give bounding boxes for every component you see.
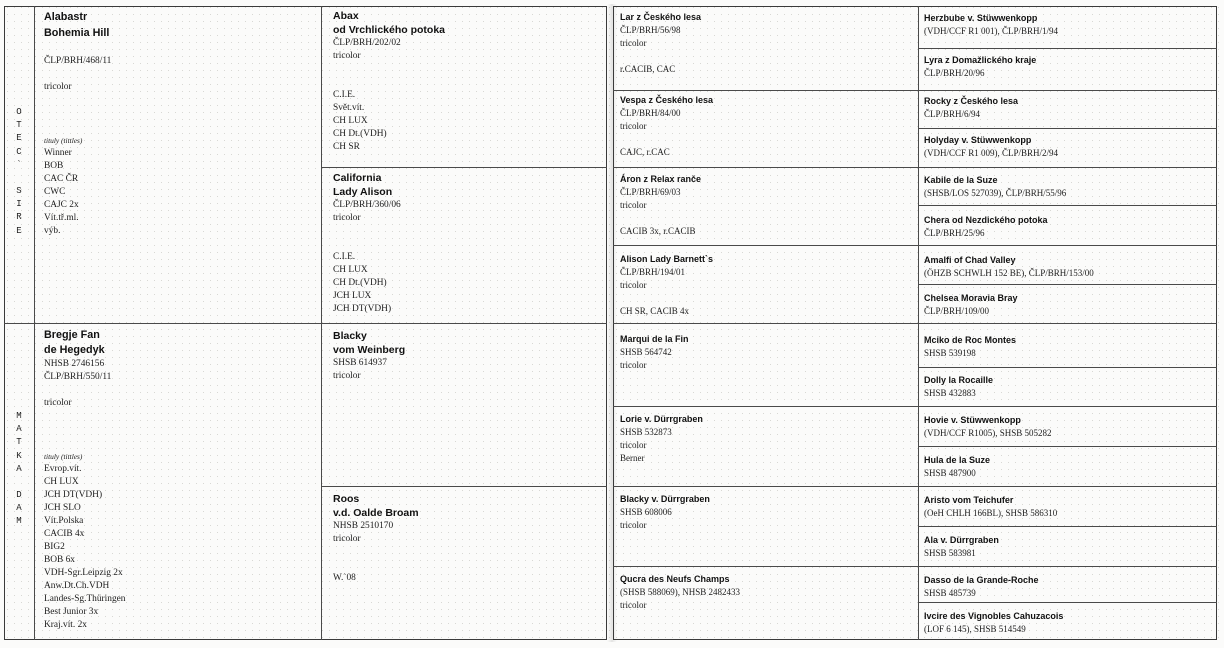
gen3-titles: Berner <box>620 453 645 463</box>
gen3-cell-2 <box>620 94 912 159</box>
gen3-color: tricolor <box>620 440 647 450</box>
dam-title: CACIB 4x <box>44 529 85 539</box>
gen4-registration: ČLP/BRH/109/00 <box>924 306 990 316</box>
gen3-name: Vespa z Českého lesa <box>620 95 714 105</box>
gen3-cell-3 <box>620 173 912 238</box>
sire-title: CAJC 2x <box>44 200 79 210</box>
side-letter: A <box>16 503 22 514</box>
gen2-divider-a <box>321 167 607 168</box>
gen4-name: Rocky z Českého lesa <box>924 96 1019 106</box>
dam-title: VDH-Sgr.Leipzig 2x <box>44 568 123 578</box>
gen3-divider-2 <box>613 167 1217 168</box>
gen2-registration: ČLP/BRH/202/02 <box>333 38 401 48</box>
side-letter: O <box>16 107 22 117</box>
gen2-title: JCH DT(VDH) <box>333 304 392 314</box>
gen2-title: Svět.vít. <box>333 103 365 113</box>
sire-title: CWC <box>44 187 66 197</box>
gen2-name-line2: od Vrchlického potoka <box>333 24 446 36</box>
gen2-name-line1: California <box>333 172 382 184</box>
side-letter: A <box>16 463 22 474</box>
gen3-titles: r.CACIB, CAC <box>620 64 676 74</box>
gen2-registration: SHSB 614937 <box>333 358 387 368</box>
gen4-cell-11 <box>924 414 1214 440</box>
dam-color: tricolor <box>44 398 72 408</box>
gen2-name-line1: Roos <box>333 493 360 505</box>
gen4-registration: (VDH/CCF R1005), SHSB 505282 <box>924 428 1052 438</box>
gen2-name-line2: vom Weinberg <box>333 344 406 356</box>
gen4-cell-7 <box>924 254 1214 280</box>
dam-side-label <box>10 410 28 529</box>
gen2-title: CH Dt.(VDH) <box>333 129 387 139</box>
dam-title: Kraj.vít. 2x <box>44 620 87 630</box>
gen3-divider-1 <box>613 90 1217 91</box>
gen4-registration: SHSB 487900 <box>924 468 976 478</box>
gen4-registration: (OeH CHLH 166BL), SHSB 586310 <box>924 508 1058 518</box>
gen2-registration: ČLP/BRH/360/06 <box>333 200 401 210</box>
sire-color: tricolor <box>44 82 72 92</box>
gen2-color: tricolor <box>333 213 361 223</box>
gen4-divider <box>918 367 1217 368</box>
gen2-note: W.`08 <box>333 573 356 583</box>
gen4-registration: SHSB 539198 <box>924 348 976 358</box>
dam-name-line1: Bregje Fan <box>44 329 100 341</box>
gen3-name: Alison Lady Barnett`s <box>620 254 714 264</box>
gen2-name-line2: v.d. Oalde Broam <box>333 507 419 519</box>
gen3-name: Lorie v. Dürrgraben <box>620 414 703 424</box>
dam-title: Vít.Polska <box>44 516 84 526</box>
gen3-divider-3 <box>613 245 1217 246</box>
side-letter: ` <box>16 159 22 170</box>
gen4-registration: SHSB 583981 <box>924 548 976 558</box>
gen2-title: C.I.E. <box>333 252 356 262</box>
dam-titles-caption: tituly (tittles) <box>44 452 83 461</box>
gen2-color: tricolor <box>333 534 361 544</box>
sire-titles-caption: tituly (tittles) <box>44 136 83 145</box>
sire-registration: ČLP/BRH/468/11 <box>44 56 112 66</box>
gen4-cell-13 <box>924 494 1214 520</box>
side-letter: I <box>16 199 22 210</box>
gen4-registration: SHSB 485739 <box>924 588 976 598</box>
gen2-title: CH Dt.(VDH) <box>333 278 387 288</box>
gen3-registration: ČLP/BRH/69/03 <box>620 187 681 197</box>
gen4-cell-14 <box>924 534 1214 560</box>
gen3-registration: ČLP/BRH/56/98 <box>620 25 681 35</box>
gen4-name: Aristo vom Teichufer <box>924 495 1014 505</box>
gen4-divider <box>918 284 1217 285</box>
gen4-cell-12 <box>924 454 1214 480</box>
gen4-registration: (VDH/CCF R1 009), ČLP/BRH/2/94 <box>924 148 1059 158</box>
side-letter: S <box>16 186 22 197</box>
gen2-cell-4 <box>333 492 603 585</box>
gen2-color: tricolor <box>333 51 361 61</box>
gen3-registration: ČLP/BRH/194/01 <box>620 267 686 277</box>
dam-title: Landes-Sg.Thüringen <box>44 594 126 604</box>
gen3-cell-6 <box>620 413 912 465</box>
gen4-divider <box>918 128 1217 129</box>
gen4-registration: (VDH/CCF R1 001), ČLP/BRH/1/94 <box>924 26 1059 36</box>
sire-title: Vít.tř.ml. <box>44 213 79 223</box>
gen3-cell-7 <box>620 493 912 532</box>
gen3-color: tricolor <box>620 280 647 290</box>
gen4-cell-16 <box>924 610 1214 636</box>
gen4-registration: ČLP/BRH/25/96 <box>924 228 985 238</box>
gen4-cell-3 <box>924 95 1214 121</box>
gen4-name: Amalfi of Chad Valley <box>924 255 1016 265</box>
gen3-divider-4 <box>613 323 1217 324</box>
gen3-color: tricolor <box>620 520 647 530</box>
gen4-name: Chelsea Moravia Bray <box>924 293 1018 303</box>
dam-registration: ČLP/BRH/550/11 <box>44 372 112 382</box>
gen3-name: Áron z Relax ranče <box>620 174 702 184</box>
gen2-title: C.I.E. <box>333 90 356 100</box>
dam-title: JCH DT(VDH) <box>44 490 103 500</box>
gen4-registration: (LOF 6 145), SHSB 514549 <box>924 624 1026 634</box>
gen2-cell-1 <box>333 9 603 154</box>
side-letter: T <box>16 120 22 131</box>
gen3-registration: (SHSB 588069), NHSB 2482433 <box>620 587 741 597</box>
gen3-cell-5 <box>620 333 912 372</box>
dam-title: Evrop.vít. <box>44 464 82 474</box>
gen3-name: Marqui de la Fin <box>620 334 689 344</box>
gen3-color: tricolor <box>620 38 647 48</box>
dam-title: BIG2 <box>44 542 65 552</box>
gen3-titles: CACIB 3x, r.CACIB <box>620 226 696 236</box>
gen4-cell-5 <box>924 174 1214 200</box>
gen3-registration: SHSB 608006 <box>620 507 672 517</box>
sire-side-label <box>10 106 28 238</box>
gen4-registration: SHSB 432883 <box>924 388 976 398</box>
sire-title: CAC ČR <box>44 174 79 184</box>
gen4-name: Holyday v. Stüwwenkopp <box>924 135 1032 145</box>
gen4-name: Hovie v. Stüwwenkopp <box>924 415 1021 425</box>
dam-registration: NHSB 2746156 <box>44 359 105 369</box>
gen3-titles: CH SR, CACIB 4x <box>620 306 690 316</box>
sire-name-line2: Bohemia Hill <box>44 27 110 39</box>
dam-name-line2: de Hegedyk <box>44 344 105 356</box>
gen4-name: Lyra z Domažlického kraje <box>924 55 1037 65</box>
gen2-color: tricolor <box>333 371 361 381</box>
gen3-divider-5 <box>613 406 1217 407</box>
side-letter: D <box>16 490 22 501</box>
gen3-color: tricolor <box>620 200 647 210</box>
gen4-cell-6 <box>924 214 1214 240</box>
gen3-registration: ČLP/BRH/84/00 <box>620 108 681 118</box>
gen2-name-line2: Lady Alison <box>333 186 393 198</box>
gen2-cell-2 <box>333 171 603 316</box>
dam-title: BOB 6x <box>44 555 75 565</box>
gen4-name: Kabile de la Suze <box>924 175 998 185</box>
side-letter: M <box>16 411 22 421</box>
gen3-color: tricolor <box>620 121 647 131</box>
gen4-divider <box>918 602 1217 603</box>
gen2-name-line1: Abax <box>333 10 359 22</box>
side-spacer <box>10 172 28 185</box>
gen4-name: Mciko de Roc Montes <box>924 335 1017 345</box>
gen4-registration: (SHSB/LOS 527039), ČLP/BRH/55/96 <box>924 188 1067 198</box>
gen4-cell-2 <box>924 54 1214 80</box>
gen4-divider <box>918 526 1217 527</box>
side-letter: E <box>16 133 22 144</box>
gen4-cell-8 <box>924 292 1214 318</box>
gen2-title: CH SR <box>333 142 360 152</box>
gen2-divider-b <box>321 486 607 487</box>
gen4-cell-15 <box>924 574 1214 600</box>
dam-title: JCH SLO <box>44 503 81 513</box>
gen4-name: Ala v. Dürrgraben <box>924 535 999 545</box>
gen4-divider <box>918 205 1217 206</box>
gen3-color: tricolor <box>620 360 647 370</box>
gen3-cell-1 <box>620 11 912 76</box>
pedigree-sheet <box>4 4 1220 642</box>
gen4-name: Hula de la Suze <box>924 455 991 465</box>
gen3-registration: SHSB 564742 <box>620 347 672 357</box>
gen2-title: JCH LUX <box>333 291 372 301</box>
dam-title: Best Junior 3x <box>44 607 99 617</box>
gen4-registration: ČLP/BRH/6/94 <box>924 109 981 119</box>
gen4-name: Herzbube v. Stüwwenkopp <box>924 13 1038 23</box>
sire-name-line1: Alabastr <box>44 11 88 23</box>
gen4-cell-4 <box>924 134 1214 160</box>
gen4-name: Ivcire des Vignobles Cahuzacois <box>924 611 1064 621</box>
gen3-cell-4 <box>620 253 912 318</box>
side-letter: C <box>16 146 22 157</box>
sire-dam-divider <box>4 323 607 324</box>
gen3-name: Blacky v. Dürrgraben <box>620 494 710 504</box>
gen2-name-line1: Blacky <box>333 330 367 342</box>
side-letter: K <box>16 450 22 461</box>
gen4-registration: (ÖHZB SCHWLH 152 BE), ČLP/BRH/153/00 <box>924 268 1094 278</box>
gen4-name: Dasso de la Grande-Roche <box>924 575 1039 585</box>
gen3-registration: SHSB 532873 <box>620 427 672 437</box>
gen4-divider <box>918 446 1217 447</box>
gen3-divider-6 <box>613 486 1217 487</box>
gen2-title: CH LUX <box>333 265 368 275</box>
gen4-cell-9 <box>924 334 1214 360</box>
gen3-divider-7 <box>613 566 1217 567</box>
gen3-name: Qucra des Neufs Champs <box>620 574 730 584</box>
side-letter: R <box>16 212 22 223</box>
side-letter: T <box>16 437 22 448</box>
gen4-name: Dolly la Rocaille <box>924 375 994 385</box>
gen4-divider <box>918 48 1217 49</box>
gen3-cell-8 <box>620 573 912 612</box>
gen4-cell-1 <box>924 12 1214 38</box>
sire-title: BOB <box>44 161 64 171</box>
dam-cell <box>44 328 314 632</box>
side-letter: E <box>16 225 22 236</box>
gen3-name: Lar z Českého lesa <box>620 12 702 22</box>
side-letter: M <box>16 516 22 527</box>
dam-title: Anw.Dt.Ch.VDH <box>44 581 110 591</box>
gen4-name: Chera od Nezdického potoka <box>924 215 1048 225</box>
gen2-cell-3 <box>333 329 603 383</box>
dam-title: CH LUX <box>44 477 79 487</box>
gen3-titles: CAJC, r.CAC <box>620 147 670 157</box>
gen2-title: CH LUX <box>333 116 368 126</box>
gen2-registration: NHSB 2510170 <box>333 521 394 531</box>
sire-title: výb. <box>44 226 61 236</box>
side-letter: A <box>16 424 22 435</box>
side-spacer <box>10 476 28 489</box>
sire-cell <box>44 9 314 238</box>
sire-title: Winner <box>44 148 72 158</box>
gen4-cell-10 <box>924 374 1214 400</box>
gen4-registration: ČLP/BRH/20/96 <box>924 68 985 78</box>
gen3-color: tricolor <box>620 600 647 610</box>
